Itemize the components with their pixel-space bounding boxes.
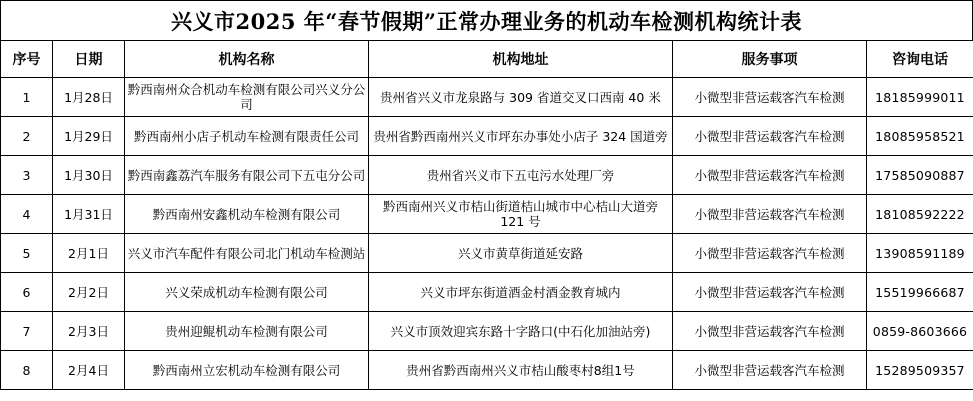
cell-name: 黔西南州立宏机动车检测有限公司	[125, 351, 369, 390]
header-address: 机构地址	[369, 41, 673, 78]
cell-phone: 17585090887	[867, 156, 973, 195]
cell-address: 贵州省黔西南州兴义市坪东办事处小店子 324 国道旁	[369, 117, 673, 156]
cell-address: 兴义市黄草街道延安路	[369, 234, 673, 273]
cell-name: 兴义市汽车配件有限公司北门机动车检测站	[125, 234, 369, 273]
cell-service: 小微型非营运载客汽车检测	[673, 117, 867, 156]
cell-name: 兴义荣成机动车检测有限公司	[125, 273, 369, 312]
inspection-table	[0, 40, 973, 390]
cell-name: 黔西南鑫荔汽车服务有限公司下五屯分公司	[125, 156, 369, 195]
cell-phone: 15289509357	[867, 351, 973, 390]
table-row	[1, 234, 973, 273]
cell-index: 7	[1, 312, 53, 351]
cell-address: 贵州省黔西南州兴义市桔山酸枣村8组1号	[369, 351, 673, 390]
cell-service: 小微型非营运载客汽车检测	[673, 273, 867, 312]
cell-date: 1月29日	[53, 117, 125, 156]
cell-address: 黔西南州兴义市桔山街道桔山城市中心桔山大道旁 121 号	[369, 195, 673, 234]
table-row	[1, 78, 973, 117]
cell-phone: 18185999011	[867, 78, 973, 117]
header-name: 机构名称	[125, 41, 369, 78]
cell-address: 贵州省兴义市下五屯污水处理厂旁	[369, 156, 673, 195]
table-row	[1, 117, 973, 156]
cell-index: 3	[1, 156, 53, 195]
header-row	[1, 41, 973, 78]
header-service: 服务事项	[673, 41, 867, 78]
cell-service: 小微型非营运载客汽车检测	[673, 195, 867, 234]
table-row	[1, 312, 973, 351]
cell-phone: 0859-8603666	[867, 312, 973, 351]
cell-index: 4	[1, 195, 53, 234]
cell-index: 6	[1, 273, 53, 312]
cell-index: 2	[1, 117, 53, 156]
cell-phone: 13908591189	[867, 234, 973, 273]
table-row	[1, 195, 973, 234]
table-row	[1, 351, 973, 390]
cell-service: 小微型非营运载客汽车检测	[673, 312, 867, 351]
header-index: 序号	[1, 41, 53, 78]
header-date: 日期	[53, 41, 125, 78]
cell-name: 贵州迎鲲机动车检测有限公司	[125, 312, 369, 351]
cell-index: 8	[1, 351, 53, 390]
cell-address: 贵州省兴义市龙泉路与 309 省道交叉口西南 40 米	[369, 78, 673, 117]
table-row	[1, 156, 973, 195]
header-phone: 咨询电话	[867, 41, 973, 78]
cell-service: 小微型非营运载客汽车检测	[673, 234, 867, 273]
cell-service: 小微型非营运载客汽车检测	[673, 78, 867, 117]
cell-date: 2月4日	[53, 351, 125, 390]
cell-address: 兴义市顶效迎宾东路十字路口(中石化加油站旁)	[369, 312, 673, 351]
cell-date: 1月31日	[53, 195, 125, 234]
cell-index: 5	[1, 234, 53, 273]
cell-phone: 18108592222	[867, 195, 973, 234]
cell-index: 1	[1, 78, 53, 117]
table-row	[1, 273, 973, 312]
cell-name: 黔西南州众合机动车检测有限公司兴义分公司	[125, 78, 369, 117]
cell-phone: 15519966687	[867, 273, 973, 312]
cell-service: 小微型非营运载客汽车检测	[673, 156, 867, 195]
table-title: 兴义市2025 年“春节假期”正常办理业务的机动车检测机构统计表	[0, 0, 973, 40]
cell-date: 1月28日	[53, 78, 125, 117]
cell-date: 1月30日	[53, 156, 125, 195]
cell-date: 2月3日	[53, 312, 125, 351]
cell-phone: 18085958521	[867, 117, 973, 156]
cell-address: 兴义市坪东街道酒金村酒金教育城内	[369, 273, 673, 312]
cell-date: 2月2日	[53, 273, 125, 312]
cell-service: 小微型非营运载客汽车检测	[673, 351, 867, 390]
cell-name: 黔西南州小店子机动车检测有限责任公司	[125, 117, 369, 156]
cell-name: 黔西南州安鑫机动车检测有限公司	[125, 195, 369, 234]
cell-date: 2月1日	[53, 234, 125, 273]
